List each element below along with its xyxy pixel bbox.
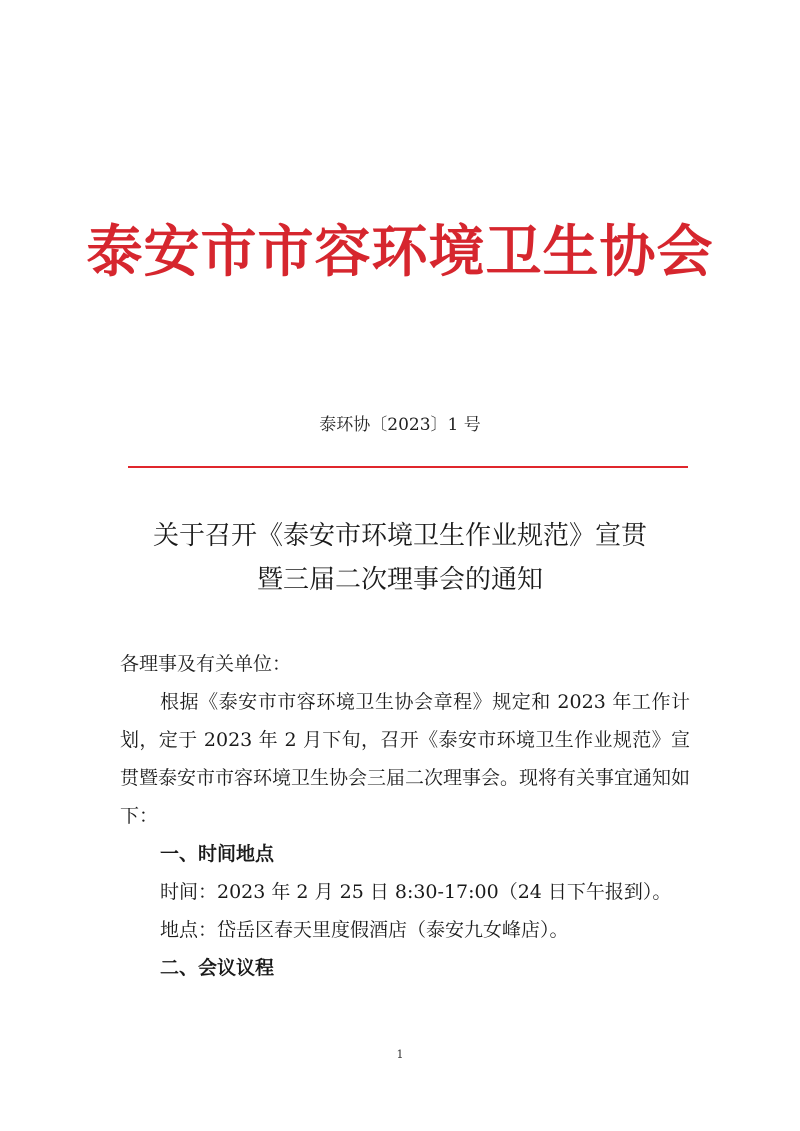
notice-body (120, 645, 690, 987)
salutation: 各理事及有关单位： (120, 653, 292, 675)
section-1-heading: 一、时间地点 (160, 843, 275, 865)
section-2-heading: 二、会议议程 (160, 957, 275, 979)
document-number: 泰环协〔2023〕1 号 (319, 415, 481, 435)
intro-paragraph: 根据《泰安市市容环境卫生协会章程》规定和 2023 年工作计划，定于 2023 年 2 月下旬，召开《泰安市环境卫生作业规范》宣贯暨泰安市市容环境卫生协会三届二次理事会。现将有关事宜通知如下： (120, 691, 691, 827)
notice-title-line-2: 暨三届二次理事会的通知 (256, 565, 543, 595)
notice-title (0, 514, 800, 602)
meeting-time: 时间：2023 年 2 月 25 日 8:30-17:00（24 日下午报到）。 (160, 881, 672, 903)
organization-title: 泰安市市容环境卫生协会 (86, 219, 714, 285)
page-number: 1 (396, 1048, 404, 1061)
notice-title-line-1: 关于召开《泰安市环境卫生作业规范》宣贯 (152, 521, 647, 551)
red-divider-line (128, 466, 688, 468)
meeting-place: 地点：岱岳区春天里度假酒店（泰安九女峰店）。 (160, 919, 569, 941)
